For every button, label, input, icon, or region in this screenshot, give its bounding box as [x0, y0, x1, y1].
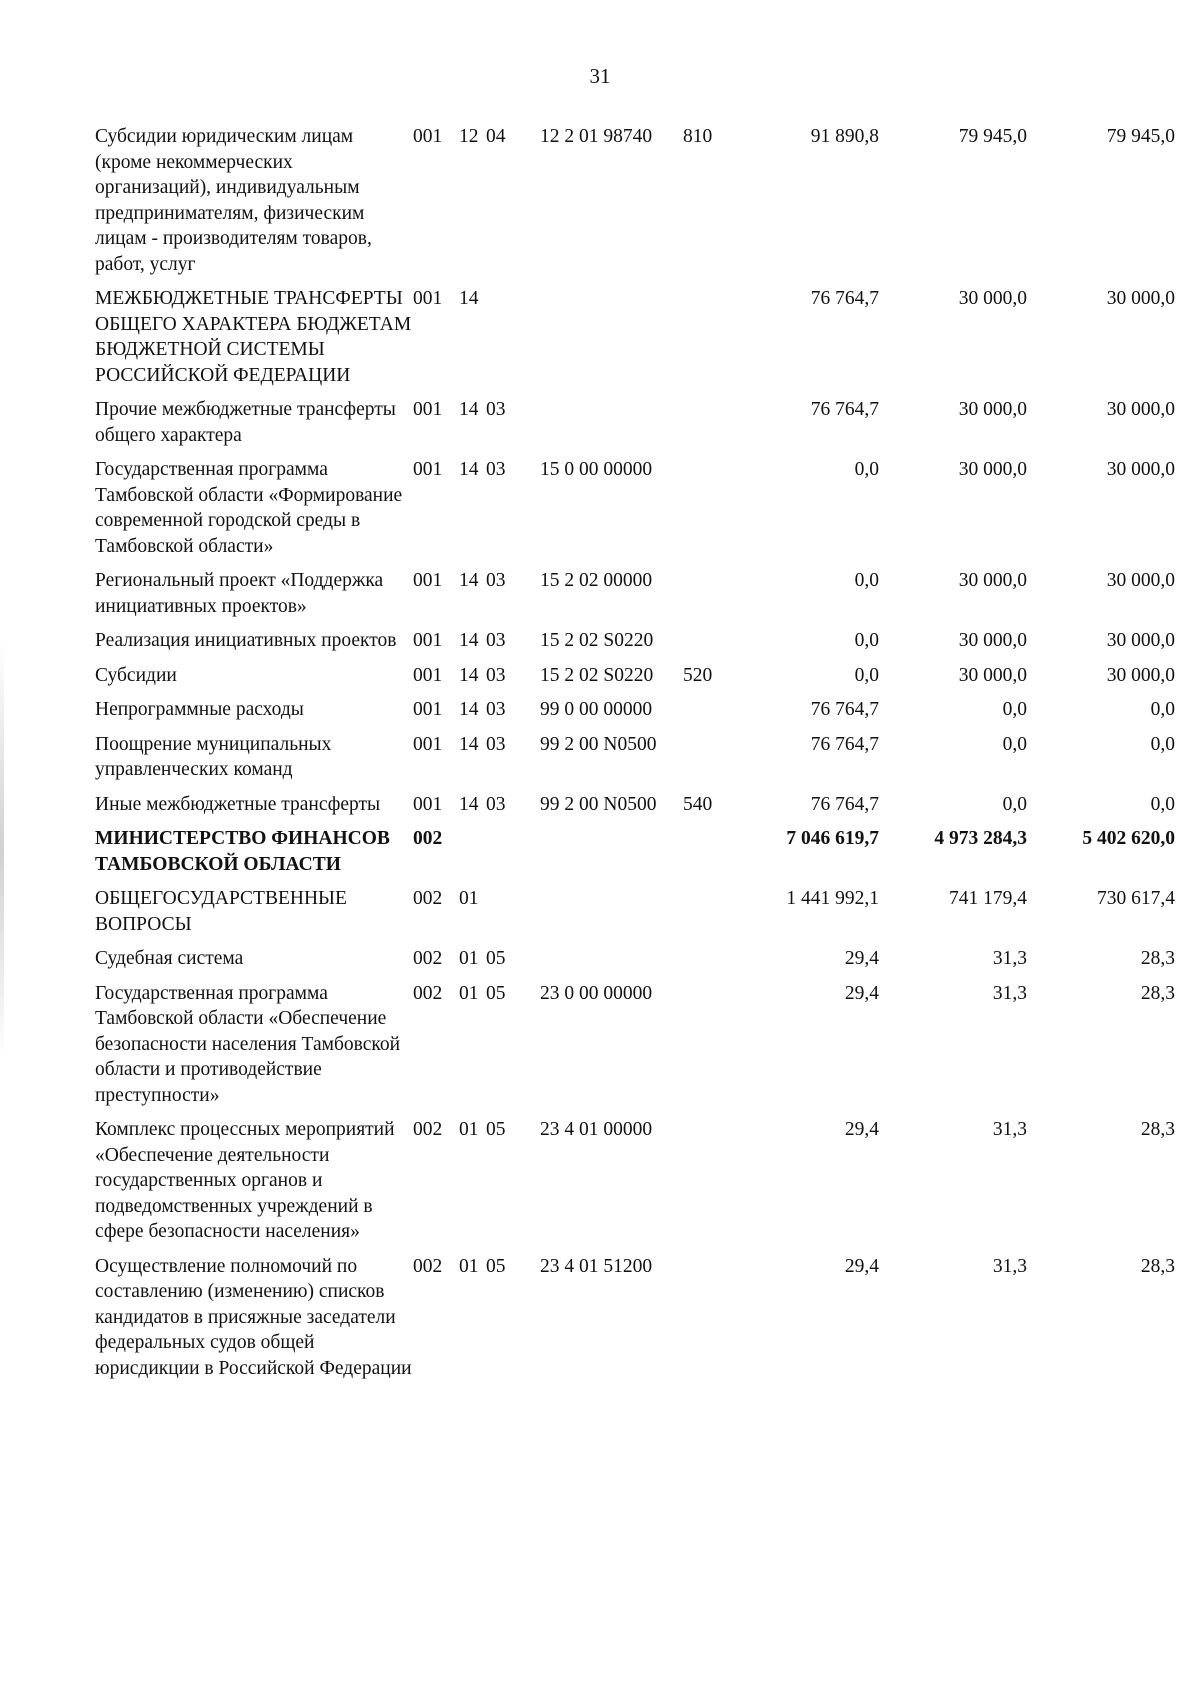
- row-name: Государственная программа Тамбовской области «Обеспечение безопасности населения Тамбовской области и противодействие преступности»: [95, 982, 401, 1106]
- target-article-code: 23 4 01 00000: [540, 1119, 653, 1140]
- amount-year-3: 28,3: [1140, 1119, 1175, 1140]
- amount-year-1: 29,4: [844, 948, 879, 969]
- amount-year-2: 30 000,0: [958, 570, 1027, 591]
- table-row: [95, 1254, 1175, 1391]
- subsection-code: [486, 826, 540, 886]
- amount-year-3: 30 000,0: [1106, 288, 1175, 309]
- amount-year-2: 30 000,0: [958, 399, 1027, 420]
- amount-year-3: 0,0: [1150, 793, 1175, 815]
- amount-year-3: 79 945,0: [1106, 126, 1175, 147]
- target-article-code: 15 2 02 S0220: [540, 664, 654, 686]
- amount-year-3: 30 000,0: [1106, 459, 1175, 480]
- row-name: Осуществление полномочий по составлению (изменению) списков кандидатов в присяжные заседатели федеральных судов общей юрисдикции в Российской Федерации: [95, 1255, 412, 1379]
- section-code: 14: [459, 570, 479, 591]
- section-code: 14: [459, 699, 479, 720]
- target-article-code: 15 2 02 00000: [540, 570, 653, 591]
- ministry-code: 001: [413, 459, 443, 480]
- section-code: 14: [459, 733, 479, 755]
- amount-year-2: 30 000,0: [958, 288, 1027, 309]
- table-row: [95, 732, 1175, 792]
- table-row: [95, 286, 1175, 397]
- amount-year-3: 28,3: [1140, 948, 1175, 969]
- ministry-code: 001: [413, 664, 443, 686]
- amount-year-3: 30 000,0: [1106, 630, 1175, 651]
- ministry-code: 002: [413, 982, 443, 1004]
- scan-edge-shadow: [0, 640, 4, 1060]
- table-row: [95, 946, 1175, 981]
- target-article-code: 99 2 00 N0500: [540, 793, 657, 815]
- expense-type-code: [683, 457, 731, 568]
- amount-year-1: 29,4: [844, 982, 879, 1004]
- target-article-code: [540, 826, 683, 886]
- expense-type-code: [683, 568, 731, 628]
- amount-year-2: 30 000,0: [958, 664, 1027, 686]
- target-article-code: [540, 286, 683, 397]
- amount-year-1: 76 764,7: [810, 793, 879, 815]
- subsection-code: 03: [486, 793, 506, 815]
- subsection-code: 05: [486, 982, 506, 1004]
- subsection-code: 03: [486, 733, 506, 755]
- target-article-code: 15 2 02 S0220: [540, 630, 654, 651]
- table-row: [95, 697, 1175, 732]
- target-article-code: [540, 886, 683, 946]
- target-article-code: 23 0 00 00000: [540, 982, 653, 1004]
- amount-year-2: 0,0: [1002, 699, 1027, 720]
- amount-year-1: 0,0: [854, 570, 879, 591]
- section-code: 14: [459, 793, 479, 815]
- table-row: [95, 886, 1175, 946]
- section-code: 01: [459, 948, 479, 969]
- section-code: 12: [459, 126, 479, 147]
- amount-year-2: 741 179,4: [949, 888, 1027, 909]
- amount-year-2: 31,3: [992, 1119, 1027, 1140]
- expense-type-code: [683, 1117, 731, 1254]
- amount-year-2: 30 000,0: [958, 630, 1027, 651]
- expense-type-code: [683, 981, 731, 1118]
- amount-year-1: 1 441 992,1: [786, 888, 879, 909]
- amount-year-3: 28,3: [1140, 982, 1175, 1004]
- subsection-code: 03: [486, 399, 506, 420]
- table-row: [95, 826, 1175, 886]
- ministry-code: 001: [413, 399, 443, 420]
- subsection-code: [486, 886, 540, 946]
- row-name: Прочие межбюджетные трансферты общего характера: [95, 399, 396, 446]
- table-row: [95, 457, 1175, 568]
- table-row: [95, 628, 1175, 663]
- expense-type-code: [683, 397, 731, 457]
- table-body: [95, 124, 1175, 1390]
- expense-type-code: [683, 826, 731, 886]
- amount-year-1: 7 046 619,7: [786, 828, 879, 849]
- expense-type-code: [683, 286, 731, 397]
- ministry-code: 002: [413, 948, 443, 969]
- amount-year-1: 0,0: [854, 664, 879, 686]
- target-article-code: 15 0 00 00000: [540, 459, 653, 480]
- table-row: [95, 124, 1175, 286]
- ministry-code: 001: [413, 699, 443, 720]
- section-code: 14: [459, 459, 479, 480]
- expense-type-code: [683, 732, 731, 792]
- amount-year-3: 30 000,0: [1106, 570, 1175, 591]
- amount-year-3: 0,0: [1150, 733, 1175, 755]
- amount-year-2: 31,3: [992, 1255, 1027, 1277]
- ministry-code: 001: [413, 126, 443, 147]
- expense-type-code: [683, 886, 731, 946]
- ministry-code: 002: [413, 888, 443, 909]
- expense-type-code: [683, 1254, 731, 1391]
- row-name: Поощрение муниципальных управленческих команд: [95, 733, 332, 780]
- page-number: 31: [589, 64, 611, 88]
- subsection-code: 03: [486, 699, 506, 720]
- budget-table: [95, 124, 1175, 1390]
- amount-year-2: 0,0: [1002, 733, 1027, 755]
- target-article-code: 12 2 01 98740: [540, 126, 653, 147]
- amount-year-3: 0,0: [1150, 699, 1175, 720]
- row-name: Иные межбюджетные трансферты: [95, 793, 381, 815]
- section-code: 01: [459, 982, 479, 1004]
- expense-type-code: [683, 697, 731, 732]
- target-article-code: 99 2 00 N0500: [540, 733, 657, 755]
- amount-year-2: 4 973 284,3: [934, 828, 1027, 849]
- table-row: [95, 981, 1175, 1118]
- table-row: [95, 1117, 1175, 1254]
- amount-year-3: 5 402 620,0: [1082, 828, 1175, 849]
- section-code: 14: [459, 399, 479, 420]
- ministry-code: 001: [413, 630, 443, 651]
- amount-year-2: 31,3: [992, 948, 1027, 969]
- expense-type-code: [683, 946, 731, 981]
- amount-year-3: 30 000,0: [1106, 664, 1175, 686]
- target-article-code: 23 4 01 51200: [540, 1255, 653, 1277]
- amount-year-3: 730 617,4: [1097, 888, 1175, 909]
- target-article-code: [540, 946, 683, 981]
- row-name: Субсидии юридическим лицам (кроме некоммерческих организаций), индивидуальным предпринимателям, физическим лицам - производителям товаров, работ, услуг: [95, 126, 372, 275]
- amount-year-1: 29,4: [844, 1255, 879, 1277]
- expense-type-code: 520: [683, 664, 713, 686]
- expense-type-code: 810: [683, 126, 713, 147]
- subsection-code: 03: [486, 570, 506, 591]
- subsection-code: 05: [486, 1255, 506, 1277]
- ministry-code: 001: [413, 570, 443, 591]
- amount-year-2: 79 945,0: [958, 126, 1027, 147]
- amount-year-3: 30 000,0: [1106, 399, 1175, 420]
- row-name: Реализация инициативных проектов: [95, 630, 397, 651]
- amount-year-3: 28,3: [1140, 1255, 1175, 1277]
- table-row: [95, 792, 1175, 827]
- amount-year-1: 0,0: [854, 459, 879, 480]
- subsection-code: 03: [486, 664, 506, 686]
- subsection-code: 03: [486, 630, 506, 651]
- row-name: ОБЩЕГОСУДАРСТВЕННЫЕ ВОПРОСЫ: [95, 888, 347, 935]
- amount-year-1: 91 890,8: [810, 126, 879, 147]
- section-code: 14: [459, 664, 479, 686]
- section-code: 14: [459, 630, 479, 651]
- section-code: 01: [459, 888, 479, 909]
- table-row: [95, 663, 1175, 698]
- amount-year-2: 30 000,0: [958, 459, 1027, 480]
- ministry-code: 002: [413, 828, 443, 849]
- amount-year-2: 0,0: [1002, 793, 1027, 815]
- amount-year-1: 29,4: [844, 1119, 879, 1140]
- expense-type-code: 540: [683, 793, 713, 815]
- amount-year-1: 76 764,7: [810, 288, 879, 309]
- ministry-code: 002: [413, 1255, 443, 1277]
- section-code: 01: [459, 1255, 479, 1277]
- subsection-code: 05: [486, 948, 506, 969]
- amount-year-1: 76 764,7: [810, 699, 879, 720]
- ministry-code: 002: [413, 1119, 443, 1140]
- amount-year-1: 0,0: [854, 630, 879, 651]
- row-name: Субсидии: [95, 664, 177, 686]
- ministry-code: 001: [413, 288, 443, 309]
- row-name: Государственная программа Тамбовской области «Формирование современной городской среды в Тамбовской области»: [95, 459, 403, 557]
- ministry-code: 001: [413, 733, 443, 755]
- ministry-code: 001: [413, 793, 443, 815]
- table-row: [95, 568, 1175, 628]
- target-article-code: 99 0 00 00000: [540, 699, 653, 720]
- row-name: МИНИСТЕРСТВО ФИНАНСОВ ТАМБОВСКОЙ ОБЛАСТИ: [95, 828, 390, 875]
- section-code: 01: [459, 1119, 479, 1140]
- amount-year-2: 31,3: [992, 982, 1027, 1004]
- row-name: МЕЖБЮДЖЕТНЫЕ ТРАНСФЕРТЫ ОБЩЕГО ХАРАКТЕРА БЮДЖЕТАМ БЮДЖЕТНОЙ СИСТЕМЫ РОССИЙСКОЙ ФЕДЕРАЦИИ: [95, 288, 412, 386]
- subsection-code: 04: [486, 126, 506, 147]
- subsection-code: 05: [486, 1119, 506, 1140]
- subsection-code: [486, 286, 540, 397]
- target-article-code: [540, 397, 683, 457]
- row-name: Региональный проект «Поддержка инициативных проектов»: [95, 570, 384, 617]
- amount-year-1: 76 764,7: [810, 733, 879, 755]
- expense-type-code: [683, 628, 731, 663]
- subsection-code: 03: [486, 459, 506, 480]
- row-name: Судебная система: [95, 948, 244, 969]
- section-code: 14: [459, 288, 479, 309]
- table-row: [95, 397, 1175, 457]
- row-name: Комплекс процессных мероприятий «Обеспечение деятельности государственных органов и подведомственных учреждений в сфере безопасности населения»: [95, 1119, 395, 1242]
- amount-year-1: 76 764,7: [810, 399, 879, 420]
- row-name: Непрограммные расходы: [95, 699, 304, 720]
- section-code: [459, 826, 486, 886]
